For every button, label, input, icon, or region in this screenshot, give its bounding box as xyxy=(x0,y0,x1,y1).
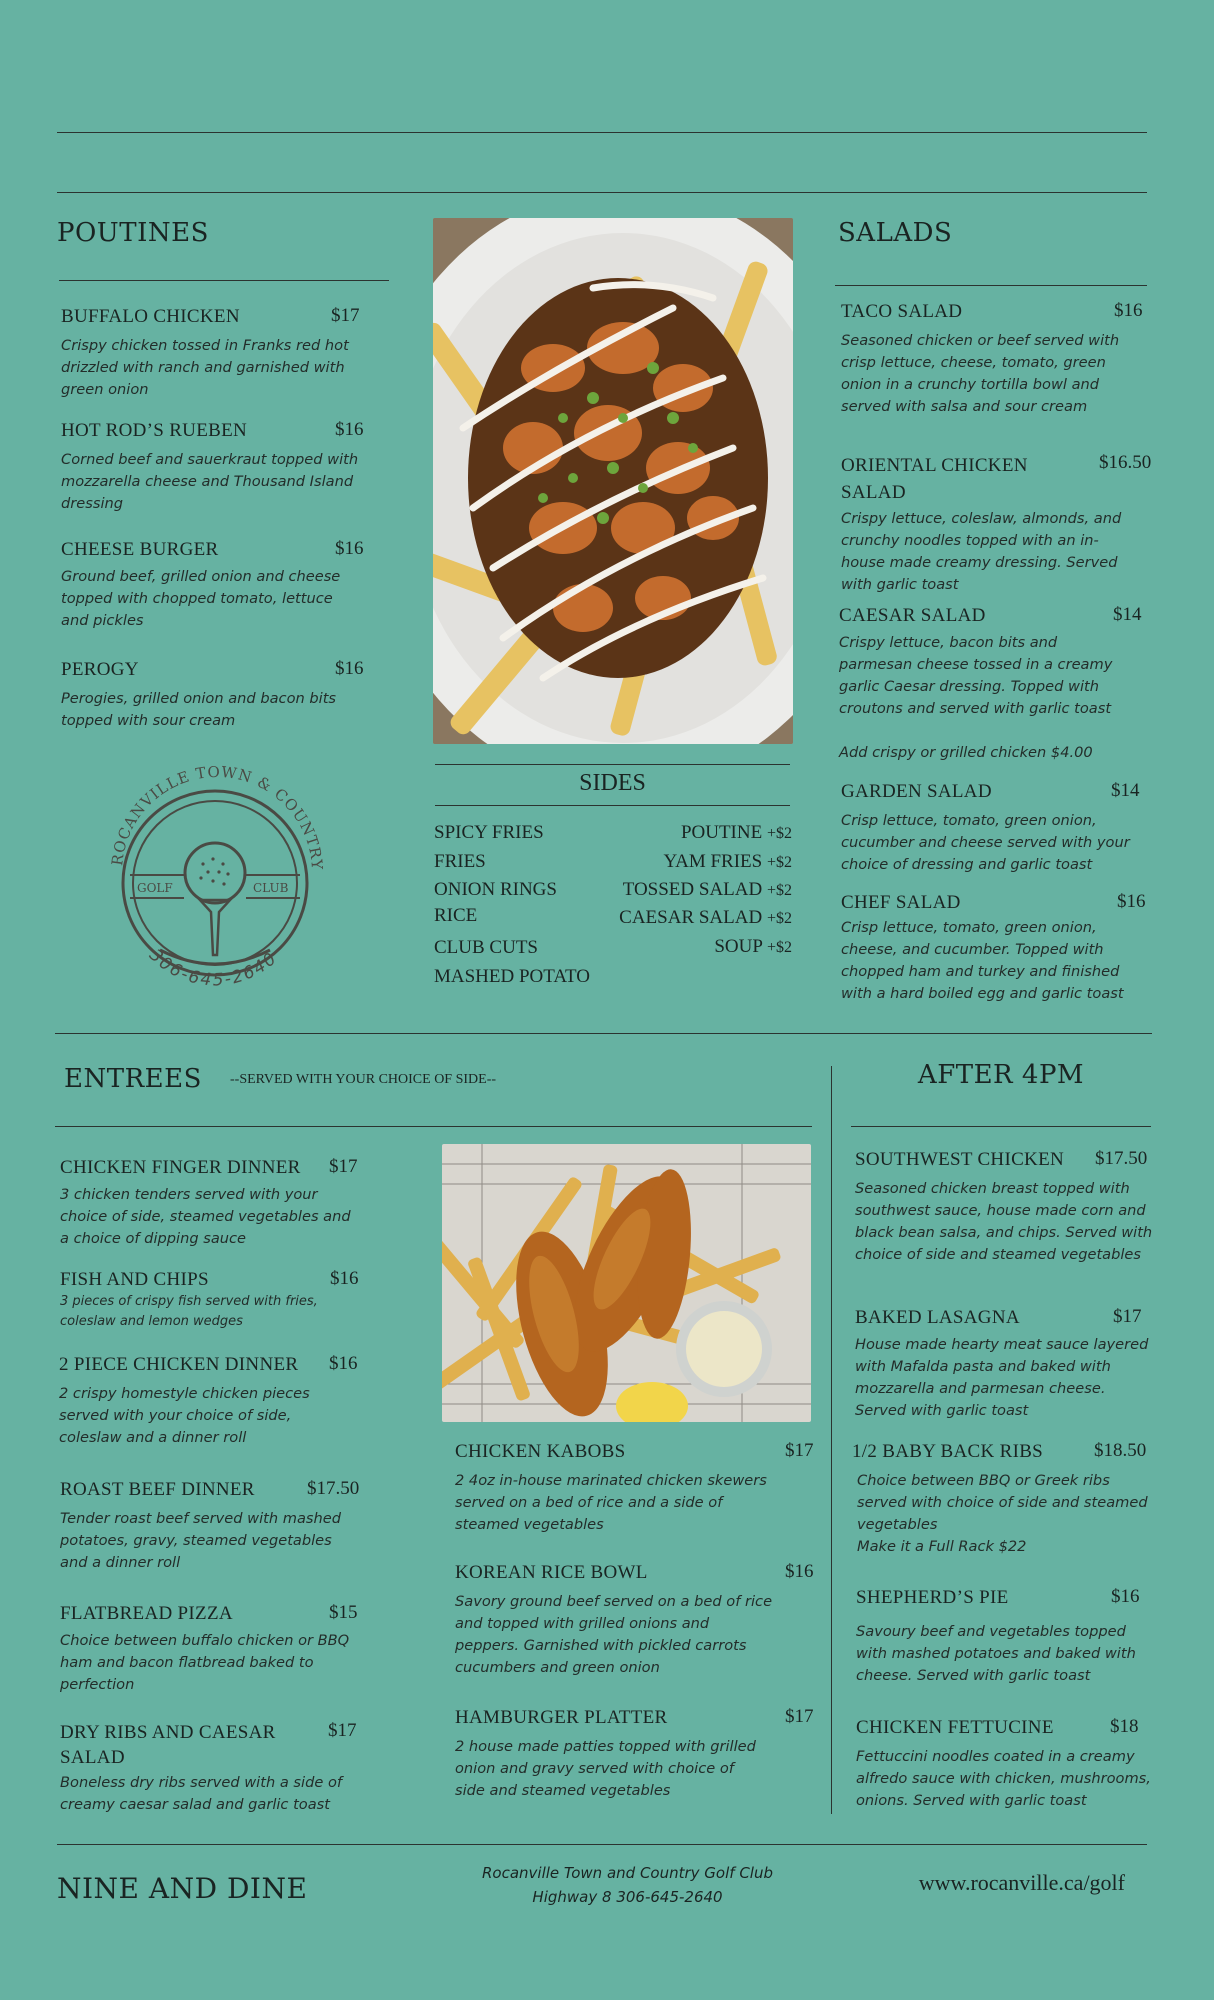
side-item: RICE xyxy=(434,905,478,926)
menu-item: TACO SALAD $16 Seasoned chicken or beef served with crisp lettuce, cheese, tomato, green onion in a crunchy tortilla bowl and served with salsa and sour cream xyxy=(841,300,1143,415)
menu-item: BAKED LASAGNA $17 House made hearty meat sauce layered with Mafalda pasta and baked with mozzarella and parmesan cheese. Served with garlic toast xyxy=(855,1306,1149,1419)
entrees-rule xyxy=(55,1126,812,1127)
column-divider xyxy=(831,1066,832,1814)
menu-item: CHEF SALAD $16 Crisp lettuce, tomato, green onion, cheese, and cucumber. Topped with chopped ham and turkey and finished with a hard boiled egg and garlic toast xyxy=(841,891,1146,1002)
side-item: CLUB CUTS xyxy=(434,937,538,958)
club-name: Rocanville Town and Country Golf Club xyxy=(482,1864,773,1882)
sides-rule-bottom xyxy=(435,805,790,806)
poutine-photo xyxy=(433,218,793,744)
menu-item: HAMBURGER PLATTER $17 2 house made patties topped with grilled onion and gravy served with choice of side and steamed vegetables xyxy=(455,1706,814,1799)
sides-heading: SIDES xyxy=(579,770,646,796)
menu-item: SHEPHERD’S PIE $16 Savoury beef and vegetables topped with mashed potatoes and baked with cheese. Served with garlic toast xyxy=(856,1586,1140,1684)
svg-text:ROCANVILLE TOWN & COUNTRY: ROCANVILLE TOWN & COUNTRY xyxy=(108,762,327,872)
side-addon: YAM FRIES +$2 xyxy=(663,851,792,872)
menu-item: CHICKEN FINGER DINNER $17 3 chicken tenders served with your choice of side, steamed vegetables and a choice of dipping sauce xyxy=(60,1156,358,1247)
menu-item: CHICKEN FETTUCINE $18 Fettuccini noodles coated in a creamy alfredo sauce with chicken, mushrooms, onions. Served with garlic toast xyxy=(856,1716,1151,1809)
menu-item: CAESAR SALAD $14 Crispy lettuce, bacon bits and parmesan cheese tossed in a creamy garlic Caesar dressing. Topped with croutons and served with garlic toast Add crispy or grilled chicken $4.00 xyxy=(839,604,1142,761)
side-addon: TOSSED SALAD +$2 xyxy=(622,879,792,900)
menu-item: PEROGY $16 Perogies, grilled onion and bacon bits topped with sour cream xyxy=(61,658,364,729)
entrees-note: --SERVED WITH YOUR CHOICE OF SIDE-- xyxy=(230,1072,497,1087)
website-link[interactable]: www.rocanville.ca/golf xyxy=(918,1870,1125,1895)
side-addon: CAESAR SALAD +$2 xyxy=(619,907,792,928)
section-rule xyxy=(55,1033,1152,1034)
poutine-photo-icon xyxy=(433,218,793,744)
menu-item: HOT ROD’S RUEBEN $16 Corned beef and sauerkraut topped with mozzarella cheese and Thousand Island dressing xyxy=(61,419,364,512)
svg-text:GOLF: GOLF xyxy=(137,881,173,895)
entrees-heading: ENTREES xyxy=(64,1064,202,1094)
menu-item: CHICKEN KABOBS $17 2 4oz in-house marinated chicken skewers served on a bed of rice and a side of steamed vegetables xyxy=(455,1440,814,1533)
side-item: MASHED POTATO xyxy=(434,966,590,987)
poutines-heading: POUTINES xyxy=(57,218,209,248)
fish-and-chips-photo-icon xyxy=(442,1144,811,1422)
side-addon: SOUP +$2 xyxy=(714,936,792,957)
menu-item: FISH AND CHIPS $16 3 pieces of crispy fish served with fries, coleslaw and lemon wedges xyxy=(60,1268,359,1329)
menu-item: 1/2 BABY BACK RIBS $18.50 Choice between BBQ or Greek ribs served with choice of side and steamed vegetables Make it a Full Rack $22 xyxy=(852,1440,1148,1555)
golf-club-logo xyxy=(100,760,330,1000)
top-rule-1 xyxy=(57,132,1147,133)
menu-item: ROAST BEEF DINNER $17.50 Tender roast beef served with mashed potatoes, gravy, steamed vegetables and a dinner roll xyxy=(60,1478,360,1571)
menu-item: FLATBREAD PIZZA $15 Choice between buffalo chicken or BBQ ham and bacon flatbread baked to perfection xyxy=(60,1602,358,1693)
side-item: SPICY FRIES xyxy=(434,822,544,843)
fish-and-chips-photo xyxy=(442,1144,811,1422)
footer-rule xyxy=(57,1844,1147,1845)
sides-rule-top xyxy=(435,764,790,765)
side-item: FRIES xyxy=(434,851,486,872)
brand-name: NINE AND DINE xyxy=(57,1872,308,1905)
menu-item: SOUTHWEST CHICKEN $17.50 Seasoned chicken breast topped with southwest sauce, house made corn and black bean salsa, and chips. Served with choice of side and steamed vegetables xyxy=(855,1148,1153,1263)
poutines-rule xyxy=(59,280,389,281)
menu-item: BUFFALO CHICKEN $17 Crispy chicken tossed in Franks red hot drizzled with ranch and garnished with green onion xyxy=(61,305,360,398)
salads-heading: SALADS xyxy=(838,218,953,248)
club-address: Highway 8 306-645-2640 xyxy=(532,1888,723,1906)
menu-item: 2 PIECE CHICKEN DINNER $16 2 crispy homestyle chicken pieces served with your choice of side, coleslaw and a dinner roll xyxy=(59,1353,358,1446)
top-rule-2 xyxy=(57,192,1147,193)
side-item: ONION RINGS xyxy=(434,879,557,900)
svg-text:306-645-2640: 306-645-2640 xyxy=(145,945,282,991)
side-addon: POUTINE +$2 xyxy=(680,822,792,843)
menu-item: KOREAN RICE BOWL $16 Savory ground beef served on a bed of rice and topped with grilled onions and peppers. Garnished with pickled carrots cucumbers and green onion xyxy=(455,1561,814,1676)
after4-heading: AFTER 4PM xyxy=(917,1060,1085,1090)
salads-rule xyxy=(835,285,1147,286)
menu-item: GARDEN SALAD $14 Crisp lettuce, tomato, green onion, cucumber and cheese served with your choice of dressing and garlic toast xyxy=(841,780,1140,873)
menu-item: CHEESE BURGER $16 Ground beef, grilled onion and cheese topped with chopped tomato, lettuce and pickles xyxy=(61,538,364,629)
golf-club-logo-icon xyxy=(100,760,330,1000)
menu-item: DRY RIBS AND CAESAR SALAD $17 Boneless dry ribs served with a side of creamy caesar salad and garlic toast xyxy=(60,1720,357,1813)
svg-text:CLUB: CLUB xyxy=(253,881,289,895)
menu-item: ORIENTAL CHICKEN SALAD $16.50 Crispy lettuce, coleslaw, almonds, and crunchy noodles topped with an in-house made creamy dressing. Served with garlic toast xyxy=(841,452,1152,593)
after4-rule xyxy=(851,1126,1151,1127)
